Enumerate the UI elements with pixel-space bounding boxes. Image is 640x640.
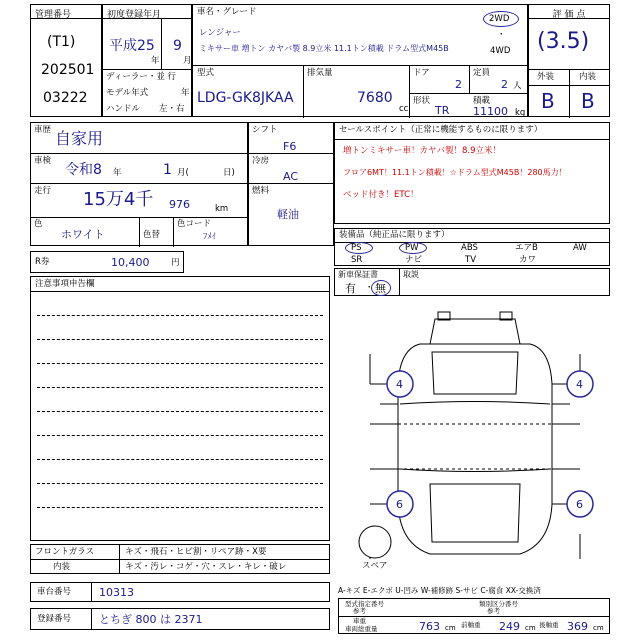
doors-label: ドア xyxy=(413,68,430,78)
inspection-era: 令和8 xyxy=(65,162,102,178)
drive-dot: ・ xyxy=(497,30,506,40)
mgmt-line1: (T1) xyxy=(47,34,76,50)
exterior-value: B xyxy=(541,89,555,113)
mgmt-line2: 202501 xyxy=(41,62,95,78)
cooling-value: AC xyxy=(283,170,299,183)
displacement-unit: cc xyxy=(399,104,409,114)
reg-era: 平成25 xyxy=(109,38,155,54)
ref-r2: 参考 xyxy=(487,607,500,615)
warranty-yes: 有 xyxy=(345,282,356,295)
notes-label: 注意事項申告欄 xyxy=(35,279,95,289)
equip-leather: カワ xyxy=(519,255,537,265)
spec-box xyxy=(248,122,334,246)
equip-airbag: エアB xyxy=(515,243,538,253)
type-label: 型式 xyxy=(197,68,215,78)
dealer-label: ディーラー・並 行 xyxy=(106,72,177,82)
chassis-value: 10313 xyxy=(99,586,134,599)
sales-box xyxy=(334,122,610,224)
equipment-box xyxy=(334,228,610,266)
mileage-label: 走行 xyxy=(34,186,52,196)
drive-4wd: 4WD xyxy=(490,46,511,56)
manual-label: 取説 xyxy=(403,270,419,279)
doors-value: 2 xyxy=(455,78,462,91)
drive-2wd: 2WD xyxy=(489,14,510,24)
load-label: 積載 xyxy=(473,96,491,106)
ref-l4: 後軸重 xyxy=(539,621,559,629)
interior-value: B xyxy=(581,89,595,113)
color-change-label: 色替 xyxy=(143,230,161,240)
sales-label: セールスポイント（正常に機能するものに限ります） xyxy=(339,125,543,135)
inner-value: キズ・汚レ・コゲ・穴・スレ・キレ・破レ xyxy=(125,562,287,572)
car-name: レンジャー xyxy=(199,28,241,38)
sales-point-3: ベッド付き！ETC！ xyxy=(343,190,419,200)
ref-v1: 763 xyxy=(419,620,440,633)
ref-v2: 249 xyxy=(499,620,520,633)
mgmt-line3: 03222 xyxy=(43,90,88,106)
recycle-value: 10,400 xyxy=(111,256,150,269)
warranty-box xyxy=(334,268,610,296)
mgmt-box xyxy=(30,4,102,117)
glass-box xyxy=(30,544,330,574)
equip-navi: ナビ xyxy=(405,255,423,265)
load-value: 11100 xyxy=(473,105,508,118)
load-unit: kg xyxy=(515,108,526,118)
car-grade: ミキサー車 増トン カヤバ製 8.9立米 11.1トン積載 ドラム型式M45B xyxy=(199,44,449,53)
ref-u3: cm xyxy=(593,624,604,632)
mileage-value: 15万4千 xyxy=(83,189,154,210)
reg-box xyxy=(102,4,192,117)
sales-point-2: フロア6MT！11.1トン積載！☆ドラム型式M45B！280馬力！ xyxy=(343,168,567,177)
reference-box xyxy=(338,598,610,634)
ref-r1: 参考 xyxy=(353,607,366,615)
inspection-month-unit: 月( xyxy=(177,168,189,178)
history-box xyxy=(30,122,248,246)
shift-label: シフト xyxy=(252,125,278,135)
type-value: LDG-GK8JKAA xyxy=(197,90,294,106)
displacement-label: 排気量 xyxy=(307,68,333,78)
handle-value: 左・右 xyxy=(159,104,185,114)
mileage-sub: 976 xyxy=(169,198,190,211)
ref-u2: cm xyxy=(525,624,536,632)
tire-rear-left: 6 xyxy=(396,498,403,511)
plate-value: とちぎ 800 は 2371 xyxy=(99,613,203,626)
tire-front-left: 4 xyxy=(396,378,403,391)
handle-label: ハンドル xyxy=(106,104,141,114)
capacity-value: 2 xyxy=(501,78,508,91)
ref-c2: 類別区分番号 xyxy=(479,600,518,608)
equip-ps: PS xyxy=(351,243,362,253)
front-glass-label: フロントガラス xyxy=(35,547,94,557)
ref-u1: cm xyxy=(445,624,456,632)
fuel-label: 燃料 xyxy=(252,186,270,196)
equip-tv: TV xyxy=(465,255,477,265)
capacity-unit: 人 xyxy=(513,81,522,91)
displacement-value: 7680 xyxy=(357,90,393,106)
chassis-box xyxy=(30,582,330,602)
color-value: ホワイト xyxy=(61,228,105,241)
legend: A-キズ E-エクボ U-凹み W-補修跡 S-サビ C-腐食 XX-交換済 xyxy=(338,586,541,595)
rating-label: 評 価 点 xyxy=(529,5,609,19)
inspection-label: 車検 xyxy=(34,156,52,166)
shape-value: TR xyxy=(435,104,450,117)
equipment-label: 装備品（純正品に限ります） xyxy=(339,230,450,240)
tire-front-right: 4 xyxy=(576,378,583,391)
car-box xyxy=(192,4,528,117)
interior-label: 内装 xyxy=(579,72,597,82)
inner-label: 内装 xyxy=(53,562,71,572)
usage-value: 自家用 xyxy=(55,129,104,148)
exterior-label: 外装 xyxy=(537,72,555,82)
plate-box xyxy=(30,608,330,630)
vehicle-diagram xyxy=(340,304,610,584)
warranty-dot: ・ xyxy=(365,283,374,293)
capacity-label: 定員 xyxy=(473,68,491,78)
reg-label: 初度登録年月 xyxy=(103,5,191,19)
reg-month: 9 xyxy=(173,38,182,54)
mgmt-label: 管理番号 xyxy=(31,5,101,19)
car-label: 車名・グレード xyxy=(197,7,257,17)
front-glass-value: キズ・飛石・ヒビ割・リペア跡・X要 xyxy=(125,547,267,557)
ref-l3: 前軸重 xyxy=(461,621,481,629)
inspection-year-unit: 年 xyxy=(113,168,122,178)
plate-label: 登録番号 xyxy=(37,614,72,624)
warranty-label: 新車保証書 xyxy=(338,270,378,279)
equip-abs: ABS xyxy=(461,243,478,253)
model-year-label: モデル年式 xyxy=(106,88,149,98)
color-code-value: ﾌﾒｲ xyxy=(203,232,216,242)
reg-month-unit: 月 xyxy=(183,56,192,66)
model-year-unit: 年 xyxy=(181,88,190,98)
equip-pw: PW xyxy=(405,243,419,253)
fuel-value: 軽油 xyxy=(277,208,299,221)
inspection-month: 1 xyxy=(163,162,172,178)
recycle-label: R券 xyxy=(35,257,50,267)
recycle-box xyxy=(30,251,184,273)
equip-aw: AW xyxy=(573,243,587,253)
warranty-no: 無 xyxy=(375,282,386,295)
color-code-label: 色コード xyxy=(177,219,212,229)
reg-year-unit: 年 xyxy=(151,56,160,66)
shape-label: 形状 xyxy=(413,96,431,106)
ref-v3: 369 xyxy=(567,620,588,633)
recycle-unit: 円 xyxy=(171,258,180,268)
ref-c1: 型式指定番号 xyxy=(345,600,384,608)
ref-l1: 車重 xyxy=(353,617,366,625)
rating-box xyxy=(528,4,610,117)
ref-l2: 車両総重量 xyxy=(345,625,378,633)
equip-sr: SR xyxy=(351,255,363,265)
spare-label: スペア xyxy=(362,561,388,571)
chassis-label: 車台番号 xyxy=(37,587,72,597)
mileage-unit: km xyxy=(215,204,229,214)
notes-box xyxy=(30,276,330,541)
usage-label: 車歴 xyxy=(34,125,52,135)
inspection-day-unit: 日) xyxy=(223,168,235,178)
rating-value: (3.5) xyxy=(537,29,590,54)
shift-value: F6 xyxy=(283,140,297,153)
cooling-label: 冷房 xyxy=(252,156,270,166)
sales-point-1: 増トンミキサー車！カヤバ製！8.9立米！ xyxy=(343,146,502,156)
color-label: 色 xyxy=(34,219,43,229)
tire-rear-right: 6 xyxy=(576,498,583,511)
